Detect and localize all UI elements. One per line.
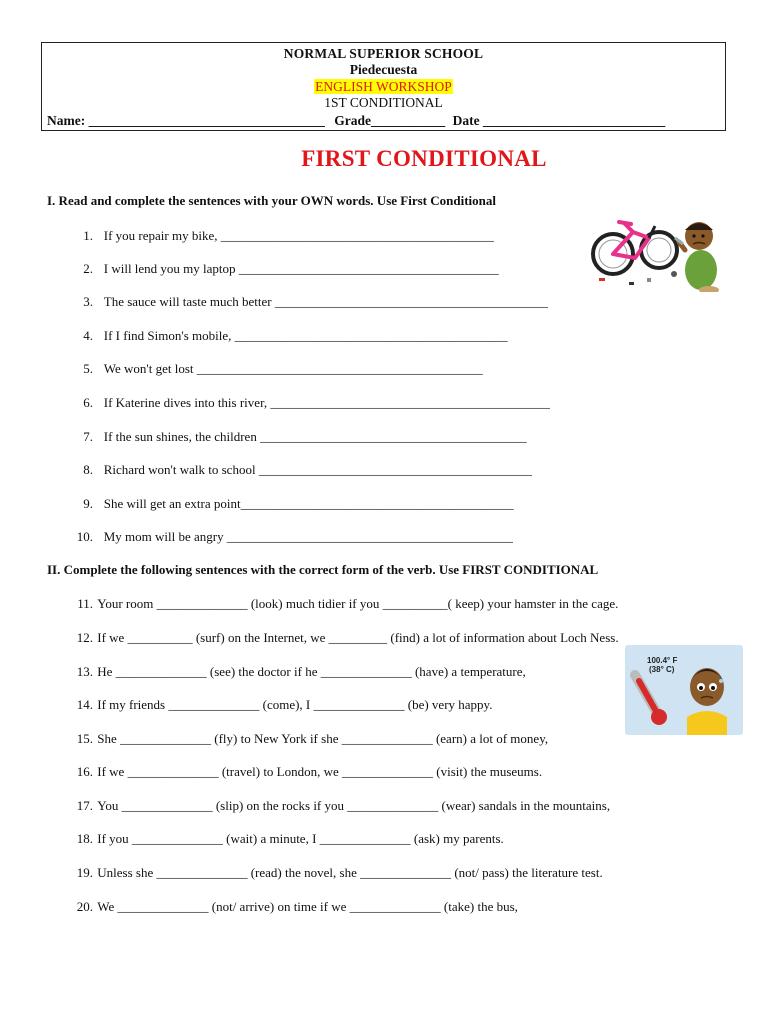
item-number: 5. <box>83 361 93 376</box>
page-title: FIRST CONDITIONAL <box>301 146 547 171</box>
item-text: If I find Simon's mobile, __________________________________________ <box>103 328 508 343</box>
item-number: 19. <box>76 865 93 880</box>
item-text: If we __________ (surf) on the Internet, we _________ (find) a lot of information about Loch Ness. <box>97 630 619 645</box>
exercise-item-13[interactable] <box>67 664 526 680</box>
item-text: She will get an extra point__________________________________________ <box>103 496 514 511</box>
item-number: 4. <box>83 328 93 343</box>
item-text: You ______________ (slip) on the rocks if you ______________ (wear) sandals in the mountains, <box>97 798 611 813</box>
item-text: The sauce will taste much better __________________________________________ <box>103 294 548 309</box>
item-text: We ______________ (not/ arrive) on time if we ______________ (take) the bus, <box>97 899 518 914</box>
exercise-item-12[interactable] <box>67 630 619 646</box>
item-number: 15. <box>76 731 93 746</box>
exercise-item-20[interactable] <box>67 899 518 915</box>
item-text: I will lend you my laptop ________________________________________ <box>103 261 499 276</box>
item-text: My mom will be angry ____________________________________________ <box>103 529 513 544</box>
item-text: Unless she ______________ (read) the novel, she ______________ (not/ pass) the literature test. <box>97 865 603 880</box>
topic-label: 1ST CONDITIONAL <box>324 95 443 110</box>
item-number: 12. <box>76 630 93 645</box>
school-city: Piedecuesta <box>349 62 418 77</box>
item-text: Your room ______________ (look) much tidier if you __________( keep) your hamster in the cage. <box>97 596 619 611</box>
exercise-item-19[interactable] <box>67 865 603 881</box>
item-number: 20. <box>76 899 93 914</box>
temperature-fahrenheit: 100.4° F <box>647 656 678 665</box>
item-number: 8. <box>83 462 93 477</box>
item-number: 17. <box>76 798 93 813</box>
item-text: If my friends ______________ (come), I ______________ (be) very happy. <box>97 697 493 712</box>
exercise-item-9[interactable] <box>67 496 514 512</box>
exercise-item-15[interactable] <box>67 731 548 747</box>
section1-instruction: I. Read and complete the sentences with your OWN words. Use First Conditional <box>47 193 496 208</box>
item-number: 6. <box>83 395 93 410</box>
name-label: Name: <box>47 113 86 128</box>
header-box <box>41 42 726 131</box>
item-number: 3. <box>83 294 93 309</box>
item-text: We won't get lost ____________________________________________ <box>103 361 483 376</box>
exercise-item-18[interactable] <box>67 831 504 847</box>
exercise-item-16[interactable] <box>67 764 542 780</box>
exercise-item-10[interactable] <box>67 529 513 545</box>
item-number: 11. <box>77 596 93 611</box>
exercise-item-17[interactable] <box>67 798 610 814</box>
exercise-item-6[interactable] <box>67 395 550 411</box>
grade-label: Grade <box>334 113 371 128</box>
date-label: Date <box>452 113 480 128</box>
exercise-item-2[interactable] <box>67 261 499 277</box>
exercise-item-11[interactable] <box>67 596 618 612</box>
item-text: He ______________ (see) the doctor if he ______________ (have) a temperature, <box>97 664 526 679</box>
item-number: 7. <box>83 429 93 444</box>
exercise-item-7[interactable] <box>67 429 527 445</box>
item-text: If you repair my bike, __________________________________________ <box>103 228 494 243</box>
bike-repair-illustration <box>589 208 723 292</box>
item-text: If the sun shines, the children _________________________________________ <box>103 429 527 444</box>
workshop-label: ENGLISH WORKSHOP <box>315 79 452 94</box>
section2-instruction: II. Complete the following sentences with the correct form of the verb. Use FIRST CONDITIONAL <box>47 562 599 577</box>
item-number: 18. <box>76 831 93 846</box>
item-number: 10. <box>76 529 93 544</box>
item-text: She ______________ (fly) to New York if she ______________ (earn) a lot of money, <box>97 731 549 746</box>
student-info-row <box>47 113 665 129</box>
exercise-item-8[interactable] <box>67 462 532 478</box>
item-number: 13. <box>76 664 93 679</box>
name-field[interactable]: ___________________________________ <box>88 113 325 128</box>
date-field[interactable]: ___________________________ <box>482 113 666 128</box>
fever-thermometer-illustration <box>625 645 743 735</box>
item-number: 16. <box>76 764 93 779</box>
item-number: 1. <box>83 228 93 243</box>
exercise-item-3[interactable] <box>67 294 548 310</box>
item-number: 9. <box>83 496 93 511</box>
item-number: 2. <box>83 261 93 276</box>
item-text: Richard won't walk to school __________________________________________ <box>103 462 532 477</box>
exercise-item-1[interactable] <box>67 228 494 244</box>
exercise-item-4[interactable] <box>67 328 508 344</box>
item-text: If we ______________ (travel) to London, we ______________ (visit) the museums. <box>97 764 543 779</box>
item-text: If you ______________ (wait) a minute, I ______________ (ask) my parents. <box>97 831 504 846</box>
grade-field[interactable]: ___________ <box>370 113 446 128</box>
workshop-label-row <box>42 79 725 95</box>
item-number: 14. <box>76 697 93 712</box>
exercise-item-5[interactable] <box>67 361 483 377</box>
item-text: If Katerine dives into this river, ___________________________________________ <box>103 395 550 410</box>
school-name: NORMAL SUPERIOR SCHOOL <box>283 46 484 61</box>
temperature-celsius: (38° C) <box>649 665 675 674</box>
exercise-item-14[interactable] <box>67 697 492 713</box>
